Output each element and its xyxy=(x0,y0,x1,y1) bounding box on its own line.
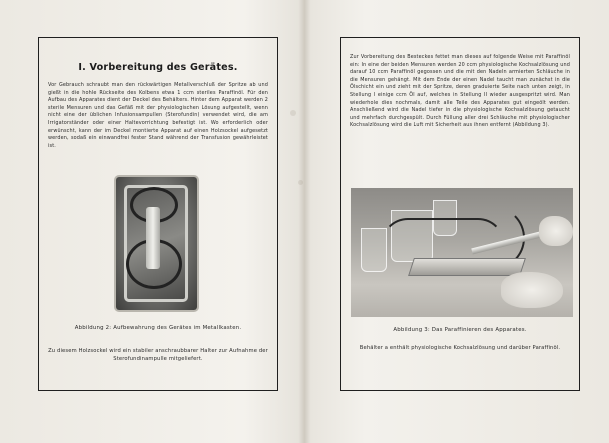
apparatus-photo xyxy=(351,188,573,317)
left-page xyxy=(0,0,303,443)
figure-3-caption: Abbildung 3: Das Paraffinieren des Apparates. xyxy=(393,327,527,333)
section-title: I. Vorbereitung des Gerätes. xyxy=(78,62,238,73)
right-page xyxy=(306,0,609,443)
tray-lid xyxy=(408,258,526,276)
right-paragraph: Zur Vorbereitung des Besteckes fettet man dieses auf folgende Weise mit Paraffinöl ein: In eine der beiden Mensuren werden 20 ccm physiologische Kochsalzlösung und darauf 10 ccm Paraffinöl gegossen und die mit den Nadeln armierten Schläuche in die Mensuren gehängt. Mit dem Ende der einen Nadel taucht man zunächst in die Ölschicht ein und zieht mit der Spritze, deren graduierte Seite nach unten zeigt, in Stellung I einige ccm Öl auf, welches in Stellung II wieder ausgespritzt wird. Man wiederhole dies nochmals, damit alle Teile des Apparates gut eingeölt werden. Anschließend wird die Nadel tiefer in die physiologische Kochsalzlösung getaucht und mehrfach durchgespült. Durch Füllung aller drei Schläuche mit physiologischer Kochsalzlösung wird die Luft mit Sicherheit aus ihnen entfernt (Abbildung 3). xyxy=(350,54,570,129)
hand xyxy=(501,272,563,308)
hand xyxy=(539,216,573,246)
left-page-frame xyxy=(38,37,278,391)
right-note: Behälter a enthält physiologische Kochsalzlösung und darüber Paraffinöl. xyxy=(359,345,561,351)
right-page-frame xyxy=(340,37,580,391)
metal-case-photo xyxy=(116,177,197,310)
syringe-body xyxy=(146,207,160,269)
left-paragraph: Vor Gebrauch schraubt man den rückwärtigen Metallverschluß der Spritze ab und gießt in die hohle Rückseite des Kolbens etwa 1 ccm steriles Paraffinöl. Für den Aufbau des Apparates dient der Deckel des Behälters. Hinter dem Apparat werden 2 sterile Mensuren und das Gefäß mit der physiologischen Lösung aufgestellt, wenn nicht eine der üblichen Infusionsampullen (Sterofundin) verwendet wird, die am Irrigatorständer oder einer Haltevorrichtung befestigt ist. Wo erforderlich oder erwünscht, kann der im Deckel montierte Apparat auf einen Holzsockel aufgesetzt werden, sodaß ein einwandfrei fester Stand während der Transfusion gewährleistet ist. xyxy=(48,82,268,149)
figure-2-caption: Abbildung 2: Aufbewahrung des Gerätes im Metallkasten. xyxy=(74,325,242,331)
left-note: Zu diesem Holzsockel wird ein stabiler anschraubbarer Halter zur Aufnahme der Sterofundinampulle mitgeliefert. xyxy=(48,348,268,362)
